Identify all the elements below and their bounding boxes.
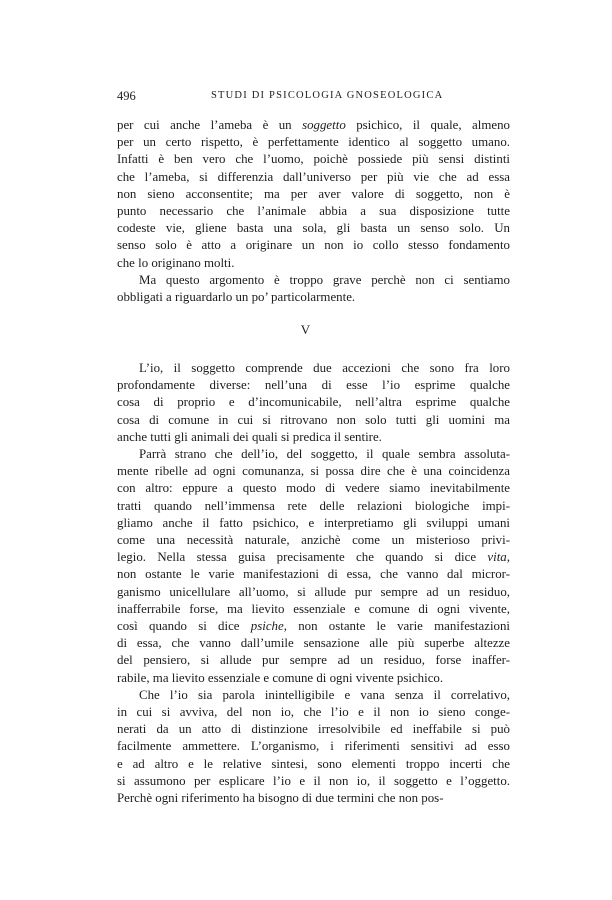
text-line: non ostante le varie manifestazioni di essa, che vanno dal micror- [117, 567, 510, 582]
text-line: cosa di proprio e d’incomunicabile, nell’altra esprime qualche [117, 395, 510, 410]
text-line: che lo originano molti. [117, 255, 235, 270]
text-line: nerati da un atto di distinzione irresolvibile ed ineffabile si può [117, 722, 510, 737]
text-line: in cui si avviva, del non io, che l’io e il non io sieno conge- [117, 705, 510, 720]
text-line: Perchè ogni riferimento ha bisogno di due termini che non pos- [117, 791, 444, 806]
page-number: 496 [117, 89, 136, 103]
text-line: così quando si dice psiche, non ostante le varie manifestazioni [117, 619, 511, 634]
text-line: tratti quando nell’immensa rete delle relazioni biologiche impi- [117, 498, 510, 513]
text-line: gliamo anche il fatto psichico, e interpretiamo gli sviluppi umani [117, 515, 510, 530]
italic-term: vita [487, 550, 507, 565]
text-line: si assumono per esplicare l’io e il non io, il soggetto e l’oggetto. [117, 773, 510, 788]
text-line: rabile, ma lievito essenziale e comune di ogni vivente psichico. [117, 670, 444, 685]
text-line: punto necessario che l’animale abbia a sua disposizione tutte [117, 204, 510, 219]
text-line: come una necessità naturale, anzichè come un misterioso privi- [117, 533, 510, 548]
page-header [117, 89, 510, 109]
paragraph [117, 117, 510, 272]
text-line: obbligati a riguardarlo un po’ particolarmente. [117, 290, 356, 305]
text-line: Infatti è ben vero che l’uomo, poichè possiede più sensi distinti [117, 152, 510, 167]
text-line: inafferrabile forse, ma lievito essenziale e comune di ogni vivente, [117, 601, 510, 616]
text-line: mente ribelle ad ogni comunanza, si possa dire che è una coincidenza [117, 464, 510, 479]
text-line: non sieno acconsentite; ma per aver valore di soggetto, non è [117, 186, 510, 201]
text-block-before-section [117, 117, 510, 306]
text-line: con altro: eppure a questo modo di vedere siamo inevitabilmente [117, 481, 510, 496]
text-line: Che l’io sia parola inintelligibile e vana senza il correlativo, [139, 687, 510, 702]
text-line: del pensiero, si allude pur sempre ad un residuo, forse inaffer- [117, 653, 510, 668]
text-line: Parrà strano che dell’io, del soggetto, il quale sembra assoluta- [139, 447, 510, 462]
text-line: codeste vie, gliene basta una sola, gli basta un senso solo. Un [117, 221, 510, 236]
text-line: legio. Nella stessa guisa precisamente che quando si dice vita, [117, 550, 510, 565]
text-line: facilmente ammettere. L’organismo, i riferimenti sensitivi ad esso [117, 739, 510, 754]
text-line: anche tutti gli animali dei quali si predica il sentire. [117, 429, 382, 444]
italic-term: soggetto [302, 118, 346, 132]
section-heading: V [300, 322, 312, 337]
text-line: per un certo rispetto, è perfettamente identico al soggetto umano. [117, 135, 510, 150]
paragraph [117, 687, 510, 807]
text-line: senso solo è atto a originare un non io collo stesso fondamento [117, 238, 510, 253]
paragraph [117, 272, 510, 306]
text-line: che l’ameba, si differenzia dall’universo per più vie che ad essa [117, 169, 510, 184]
text-block-after-section [117, 360, 510, 807]
text-line: cosa di comune in cui si ritrovano non solo tutti gli uomini ma [117, 412, 510, 427]
paragraph [117, 360, 510, 446]
text-line: profondamente diverse: nell’una di esse l’io esprime qualche [117, 378, 510, 393]
text-line: di essa, che vanno dall’umile sensazione alle più superbe altezze [117, 636, 510, 651]
text-line: e ad altro e le relative sintesi, sono elementi troppo incerti che [117, 756, 510, 771]
text-line: ganismo unicellulare all’uomo, si allude pur sempre ad un residuo, [117, 584, 510, 599]
running-head: STUDI DI PSICOLOGIA GNOSEOLOGICA [211, 90, 444, 101]
text-line: per cui anche l’ameba è un soggetto psichico, il quale, almeno [117, 118, 510, 132]
italic-term: psiche [250, 619, 284, 634]
text-line: L’io, il soggetto comprende due accezioni che sono fra loro [139, 361, 510, 375]
text-line: Ma questo argomento è troppo grave perchè non ci sentiamo [139, 272, 510, 287]
paragraph [117, 446, 510, 687]
